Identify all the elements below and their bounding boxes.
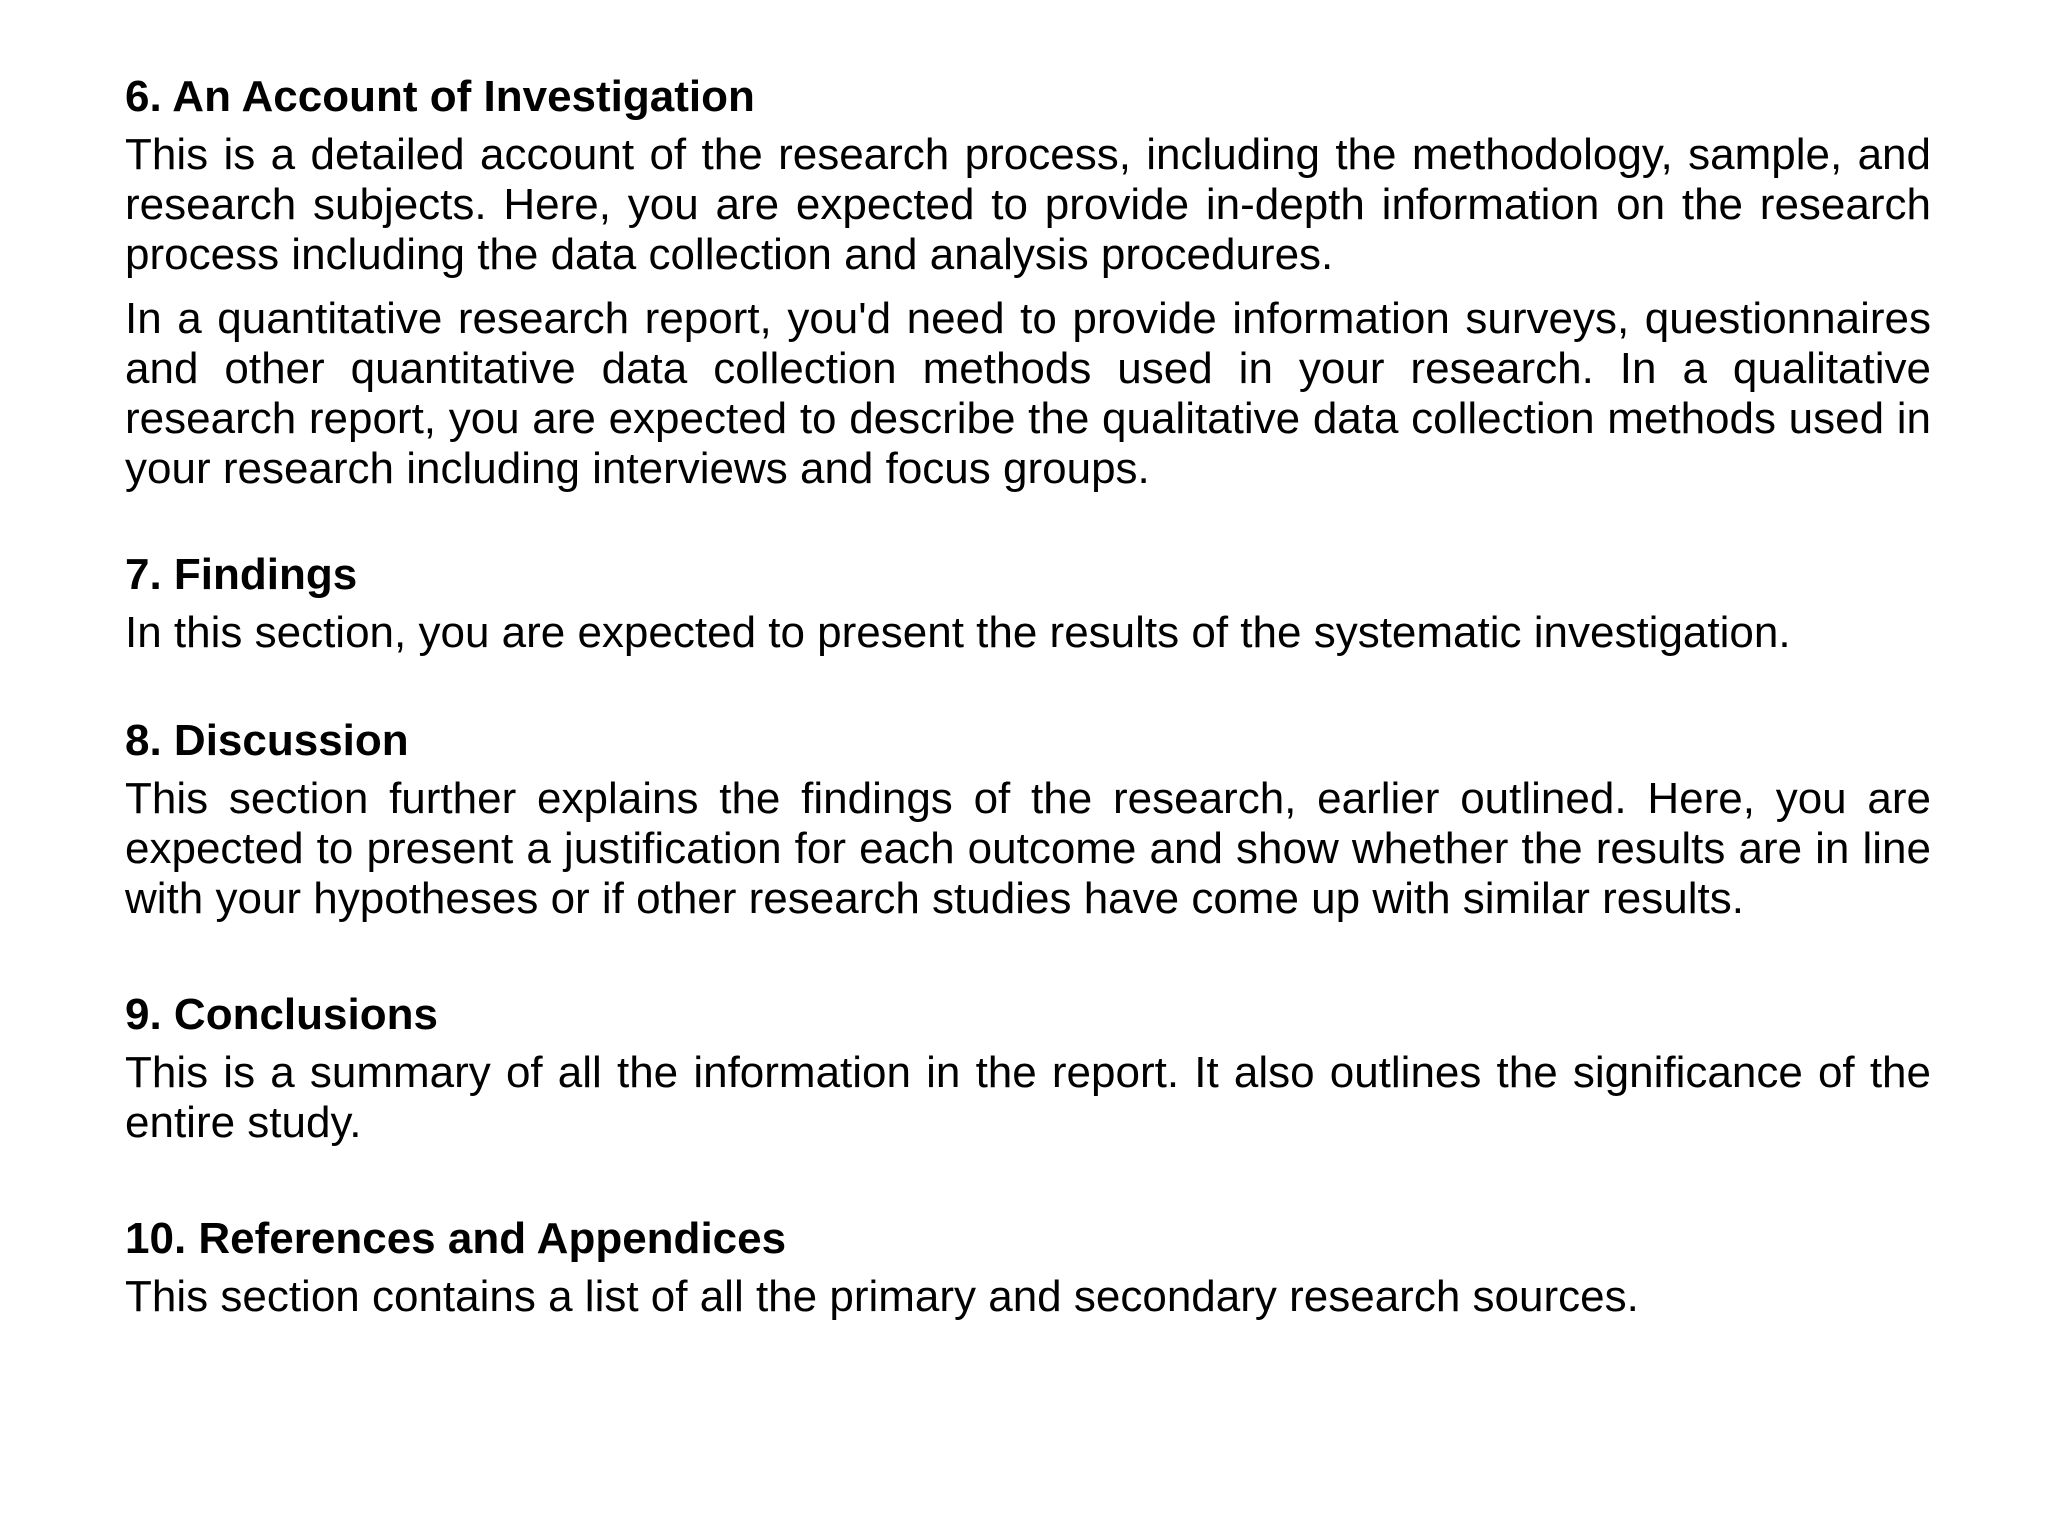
- section-heading: 6. An Account of Investigation: [125, 72, 755, 121]
- section-paragraph: In this section, you are expected to present the results of the systematic investigation.: [125, 608, 1791, 657]
- section-discussion: [125, 714, 1931, 924]
- section-heading: 8. Discussion: [125, 716, 409, 765]
- section-paragraph: This section contains a list of all the primary and secondary research sources.: [125, 1272, 1639, 1321]
- section-heading: 7. Findings: [125, 550, 358, 599]
- document-page: [125, 70, 1931, 1336]
- section-findings: [125, 548, 1931, 658]
- section-paragraph: This is a detailed account of the research process, including the methodology, sample, and research subjects. Here, you are expected to provide in-depth information on the research process including the data collection and analysis procedures.: [125, 130, 1931, 279]
- section-paragraph: This is a summary of all the information in the report. It also outlines the significance of the entire study.: [125, 1048, 1931, 1147]
- section-paragraph: In a quantitative research report, you'd need to provide information surveys, questionnaires and other quantitative data collection methods used in your research. In a qualitative research report, you are expected to describe the qualitative data collection methods used in your research including interviews and focus groups.: [125, 294, 1931, 493]
- section-conclusions: [125, 988, 1931, 1148]
- section-paragraph: This section further explains the findings of the research, earlier outlined. Here, you are expected to present a justification for each outcome and show whether the results are in line with your hypotheses or if other research studies have come up with similar results.: [125, 774, 1931, 923]
- section-references-and-appendices: [125, 1212, 1931, 1322]
- section-heading: 10. References and Appendices: [125, 1214, 787, 1263]
- section-heading: 9. Conclusions: [125, 990, 438, 1039]
- section-account-of-investigation: [125, 70, 1931, 494]
